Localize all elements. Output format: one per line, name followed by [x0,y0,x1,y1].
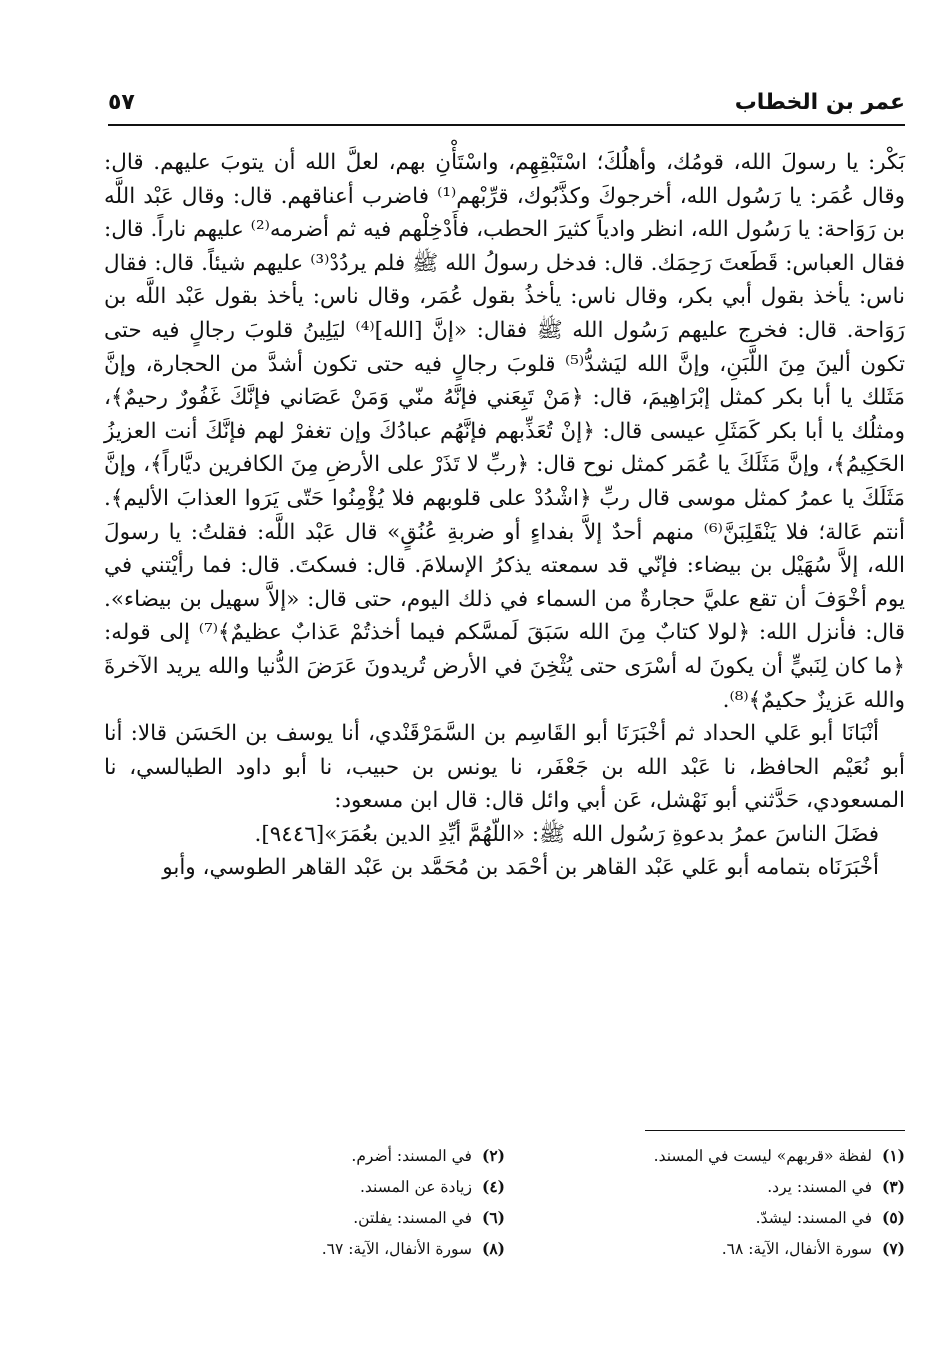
footnote-separator [645,1130,905,1131]
paragraph-next: أخْبَرَنَاه بتمامه أبو عَلي عَبْد القاهر بن أحْمَد بن مُحَمَّد بن عَبْد القاهر الطوسي، وأبو [162,855,879,881]
paragraph-hadith: فضَلَ الناسَ عمرُ بدعوةِ رَسُول الله ﷺ: «اللّهُمَّ أيِّدِ الدين بعُمَرَ»[٩٤٤٦]. [254,821,879,847]
page-number: ٥٧ [108,90,135,115]
footnote: (٥)في المسند: ليشدّ. [755,1208,905,1227]
paragraph-isnad: أنْبَانَا أبو عَلي الحداد ثم أخْبَرَنَا أبو القَاسِم بن السَّمَرْقَنْدي، أنا يوسف بن الحَسَن قالا: أنا أبو نُعَيْم الحافظ، نا عَبْد الله بن جَعْفَر، نا يونس بن حبيب، نا أبو داود الطيالسي، نا المسعودي، حَدَّثني أبو نَهْشل، عَن أبي وائل قال: قال ابن مسعود: [104,721,905,814]
footnotes [104,1140,905,1290]
footnote: (٧)سورة الأنفال، الآية: ٦٨. [721,1239,905,1258]
footnote: (٢)في المسند: أضرم. [351,1146,505,1165]
paragraph-narration: بَكْر: يا رسولَ الله، قومُك، وأهلُكَ؛ اسْتَبْقِهِم، واسْتَأْنِ بهم، لعلَّ الله أن يتوبَ عليهم. قال: وقال عُمَر: يا رَسُول الله، أخرجوكَ وكذَّبُوك، قرِّبْهم⁽¹⁾ فاضرب أعناقهم. قال: وقال عَبْد اللَّه بن رَوَاحة: يا رَسُول الله، انظر وادياً كثيرَ الحطب، فأَدْخِلْهم فيه ثم أضرمه⁽²⁾ عليهم ناراً. قال: فقال العباس: قَطَعتَ رَحِمَك. قال: فدخل رسولُ الله ﷺ فلم يردُدْ⁽³⁾ عليهم شيئاً. قال: فقال ناس: يأخذ بقول أبي بكر، وقال ناس: يأخذُ بقول عُمَر، وقال ناس: يأخذ بقول عَبْد اللَّه بن رَوَاحة. قال: فخرج عليهم رَسُول الله ﷺ فقال: «إنَّ [الله]⁽⁴⁾ ليَلِينُ قلوبَ رجالٍ فيه حتى تكون ألينَ مِنَ اللَّبَنِ، وإنَّ الله ليَشدُّ⁽⁵⁾ قلوبَ رجالٍ فيه حتى تكون أشدَّ من الحجارة، وإنَّ مَثَلك يا أبا بكر كمثل إبْرَاهِيمَ، قال: ﴿مَنْ تَبِعَني فإنَّهُ منّي وَمَنْ عَصَاني فإنَّكَ غَفُورٌ رحيمٌ﴾، ومثلُك يا أبا بكر كَمَثَلِ عيسى قال: ﴿إنْ تُعَذِّبهم فإنَّهُم عبادُكَ وإن تغفرْ لهم فإنَّكَ أنت العزيزُ الحَكِيمُ﴾، وإنَّ مَثَلَكَ يا عُمَر كمثل نوح قال: ﴿ربِّ لا تَذَرْ على الأرضِ مِنَ الكافرين ديَّاراً﴾، وإنَّ مَثَلَكَ يا عمرُ كمثل موسى قال ربِّ ﴿اشْدُدْ على قلوبهم فلا يُؤْمِنُوا حَتّى يَرَوا العذابَ الأليم﴾. أنتم عَالة؛ فلا يَنْقَلِبَنَّ⁽⁶⁾ منهم أحدٌ إلاَّ بفداءٍ أو ضربةِ عُنُقٍ» قال عَبْد اللَّه: فقلتُ: يا رسولَ الله، إلاَّ سُهَيْل بن بيضاء: فإنّي قد سمعته يذكرُ الإسلامَ. قال: فسكتَ. قال: فما رأيْتني في يوم أخْوَفَ أن تقع عليَّ حجارةٌ من السماء في ذلك اليوم، حتى قال: «إلاَّ سهيل بن بيضاء». قال: فأنزل الله: ﴿لولا كتابٌ مِنَ الله سَبَقَ لَمسَّكم فيما أخذتُمْ عَذابٌ عظيمٌ﴾⁽⁷⁾ إلى قوله: ﴿ما كان لِنَبيٍّ أن يكونَ له أسْرَى حتى يُثْخِنَ في الأرض تُريدونَ عَرَضَ الدُّنيا والله يريد الآخرةَ والله عَزيزٌ حكيمٌ﴾⁽⁸⁾. [104,150,906,713]
page-header [108,84,905,126]
footnote: (١)لفظة «قربهم» ليست في المسند. [653,1146,905,1165]
footnote: (٤)زيادة عن المسند. [359,1177,505,1196]
running-title: عمر بن الخطاب [734,90,905,115]
footnote: (٣)في المسند: يرد. [767,1177,905,1196]
main-text [104,146,905,885]
footnote: (٨)سورة الأنفال، الآية: ٦٧. [321,1239,505,1258]
footnotes-column-left [105,1140,505,1264]
footnotes-column-right [505,1140,905,1264]
footnote: (٦)في المسند: يفلتن. [353,1208,505,1227]
